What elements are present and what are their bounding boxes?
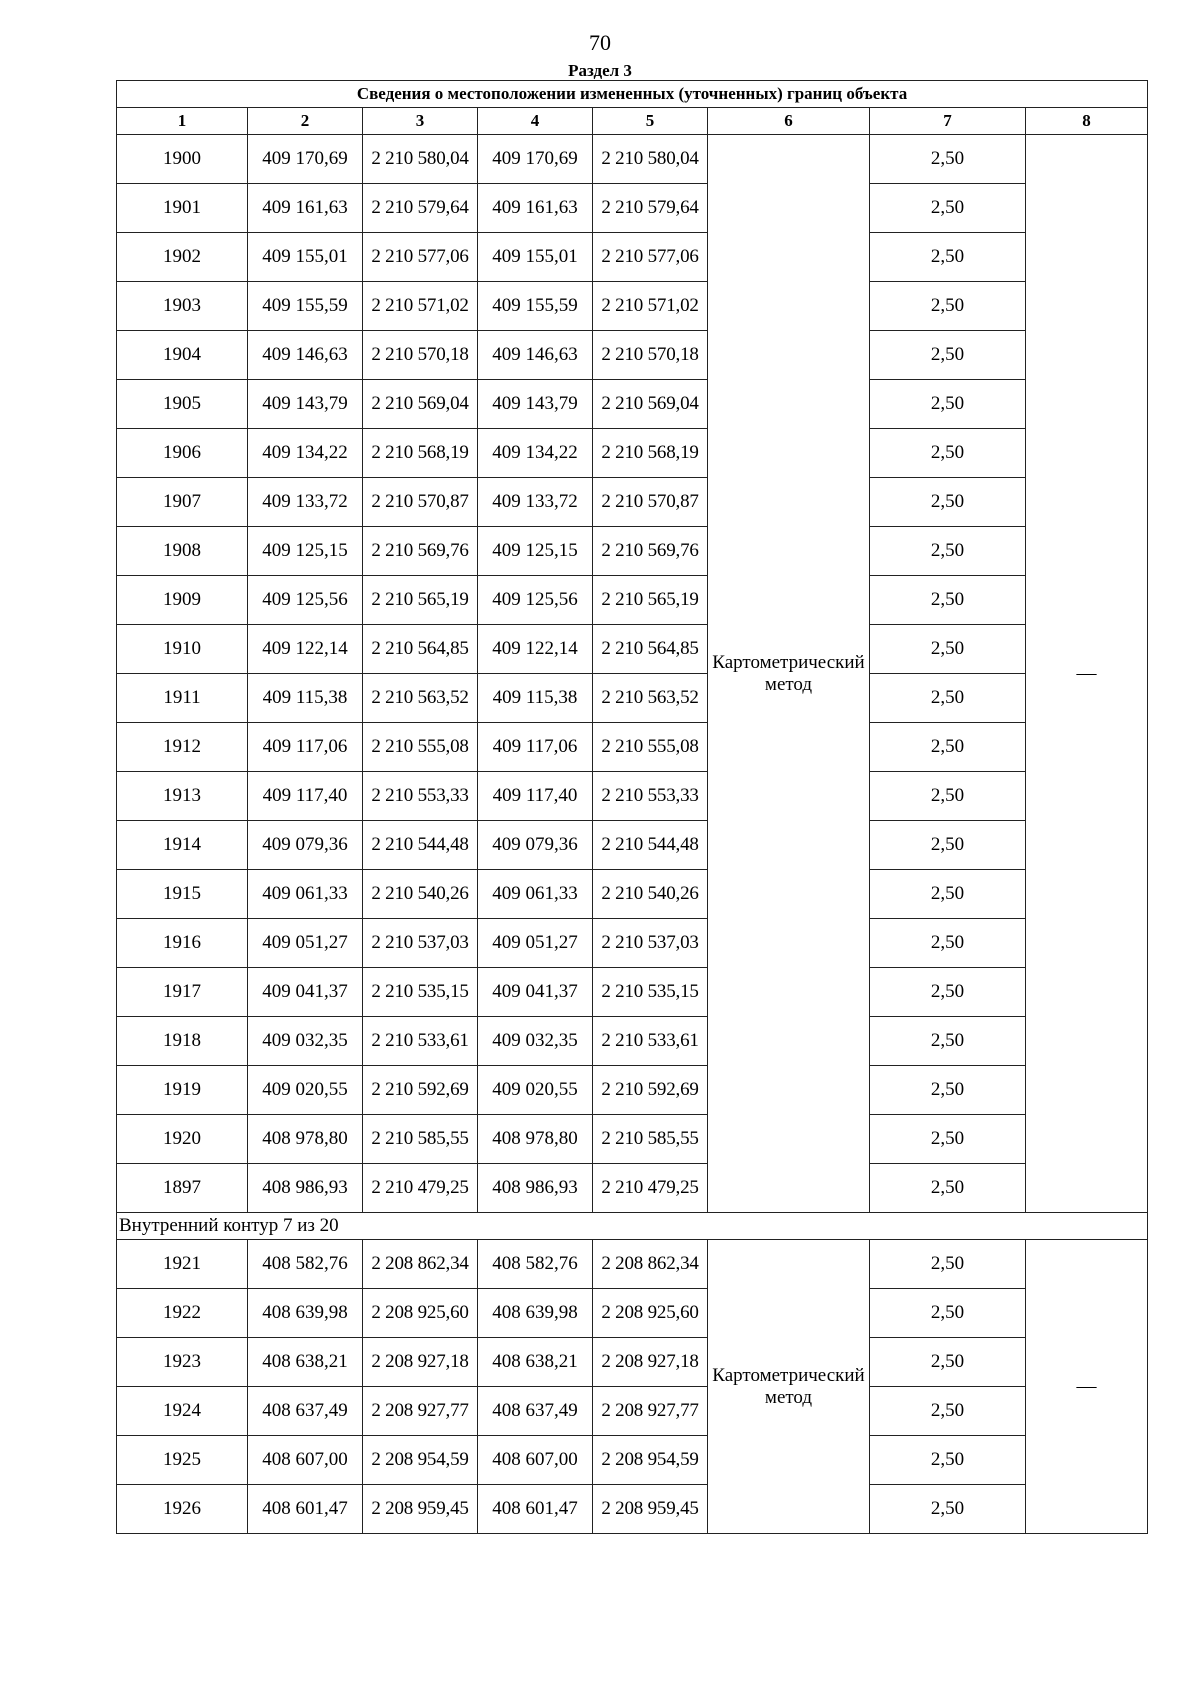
y-old-cell: 2 210 585,55: [363, 1115, 478, 1164]
precision-cell: 2,50: [870, 576, 1026, 625]
x-new-cell: 409 020,55: [478, 1066, 593, 1115]
point-number-cell: 1920: [117, 1115, 248, 1164]
x-new-cell: 409 079,36: [478, 821, 593, 870]
point-number-cell: 1924: [117, 1387, 248, 1436]
x-old-cell: 409 041,37: [248, 968, 363, 1017]
x-old-cell: 409 079,36: [248, 821, 363, 870]
point-number-cell: 1909: [117, 576, 248, 625]
x-old-cell: 409 155,59: [248, 282, 363, 331]
contour-label-row: [117, 1213, 1148, 1240]
table-row: [117, 1017, 1148, 1066]
point-number-cell: 1908: [117, 527, 248, 576]
page-number: 70: [589, 30, 611, 55]
method-cell: Картометрический метод: [708, 1240, 870, 1534]
x-new-cell: 409 122,14: [478, 625, 593, 674]
y-old-cell: 2 210 479,25: [363, 1164, 478, 1213]
x-new-cell: 409 143,79: [478, 380, 593, 429]
y-old-cell: 2 210 535,15: [363, 968, 478, 1017]
x-new-cell: 408 986,93: [478, 1164, 593, 1213]
method-cell: Картометрический метод: [708, 135, 870, 1213]
x-old-cell: 409 143,79: [248, 380, 363, 429]
x-old-cell: 408 607,00: [248, 1436, 363, 1485]
point-number-cell: 1906: [117, 429, 248, 478]
x-old-cell: 408 639,98: [248, 1289, 363, 1338]
boundary-table: [116, 80, 1148, 1534]
y-new-cell: 2 210 563,52: [593, 674, 708, 723]
table-row: [117, 870, 1148, 919]
precision-cell: 2,50: [870, 1436, 1026, 1485]
precision-cell: 2,50: [870, 233, 1026, 282]
y-old-cell: 2 210 571,02: [363, 282, 478, 331]
x-old-cell: 409 117,40: [248, 772, 363, 821]
x-new-cell: 409 032,35: [478, 1017, 593, 1066]
table-row: [117, 1289, 1148, 1338]
x-new-cell: 408 607,00: [478, 1436, 593, 1485]
table-row: [117, 1240, 1148, 1289]
x-new-cell: 409 115,38: [478, 674, 593, 723]
x-old-cell: 409 122,14: [248, 625, 363, 674]
precision-cell: 2,50: [870, 968, 1026, 1017]
column-number-3: 3: [363, 108, 478, 135]
point-number-cell: 1907: [117, 478, 248, 527]
y-new-cell: 2 210 570,87: [593, 478, 708, 527]
precision-cell: 2,50: [870, 1240, 1026, 1289]
x-new-cell: 408 601,47: [478, 1485, 593, 1534]
y-new-cell: 2 208 959,45: [593, 1485, 708, 1534]
y-new-cell: 2 210 553,33: [593, 772, 708, 821]
y-old-cell: 2 210 592,69: [363, 1066, 478, 1115]
section-title: Раздел 3: [568, 61, 632, 80]
y-old-cell: 2 210 580,04: [363, 135, 478, 184]
y-new-cell: 2 210 585,55: [593, 1115, 708, 1164]
table-row: [117, 772, 1148, 821]
y-new-cell: 2 210 533,61: [593, 1017, 708, 1066]
precision-cell: 2,50: [870, 772, 1026, 821]
column-number-5: 5: [593, 108, 708, 135]
y-old-cell: 2 210 564,85: [363, 625, 478, 674]
point-number-cell: 1901: [117, 184, 248, 233]
y-old-cell: 2 208 927,77: [363, 1387, 478, 1436]
y-new-cell: 2 210 569,04: [593, 380, 708, 429]
x-new-cell: 409 161,63: [478, 184, 593, 233]
x-new-cell: 408 582,76: [478, 1240, 593, 1289]
x-new-cell: 409 146,63: [478, 331, 593, 380]
y-new-cell: 2 210 571,02: [593, 282, 708, 331]
point-number-cell: 1914: [117, 821, 248, 870]
precision-cell: 2,50: [870, 331, 1026, 380]
table-row: [117, 380, 1148, 429]
column-number-8: 8: [1026, 108, 1148, 135]
x-new-cell: 408 639,98: [478, 1289, 593, 1338]
x-old-cell: 408 637,49: [248, 1387, 363, 1436]
y-old-cell: 2 210 579,64: [363, 184, 478, 233]
table-row: [117, 968, 1148, 1017]
x-new-cell: 409 155,59: [478, 282, 593, 331]
y-old-cell: 2 210 577,06: [363, 233, 478, 282]
x-new-cell: 409 170,69: [478, 135, 593, 184]
column-number-2: 2: [248, 108, 363, 135]
table-row: [117, 576, 1148, 625]
y-old-cell: 2 210 544,48: [363, 821, 478, 870]
precision-cell: 2,50: [870, 1387, 1026, 1436]
y-old-cell: 2 210 570,18: [363, 331, 478, 380]
table-row: [117, 919, 1148, 968]
x-old-cell: 409 115,38: [248, 674, 363, 723]
point-number-cell: 1915: [117, 870, 248, 919]
y-old-cell: 2 210 570,87: [363, 478, 478, 527]
table-row: [117, 1485, 1148, 1534]
y-new-cell: 2 210 537,03: [593, 919, 708, 968]
x-new-cell: 409 117,40: [478, 772, 593, 821]
y-old-cell: 2 210 540,26: [363, 870, 478, 919]
precision-cell: 2,50: [870, 870, 1026, 919]
x-old-cell: 409 170,69: [248, 135, 363, 184]
contour-label: Внутренний контур 7 из 20: [117, 1213, 1148, 1240]
y-new-cell: 2 208 927,77: [593, 1387, 708, 1436]
y-new-cell: 2 208 927,18: [593, 1338, 708, 1387]
x-new-cell: 409 155,01: [478, 233, 593, 282]
x-old-cell: 409 133,72: [248, 478, 363, 527]
point-number-cell: 1905: [117, 380, 248, 429]
table-row: [117, 1164, 1148, 1213]
table-row: [117, 429, 1148, 478]
point-number-cell: 1918: [117, 1017, 248, 1066]
note-cell: —: [1026, 135, 1148, 1213]
x-new-cell: 408 638,21: [478, 1338, 593, 1387]
table-row: [117, 1338, 1148, 1387]
y-old-cell: 2 210 563,52: [363, 674, 478, 723]
y-new-cell: 2 210 569,76: [593, 527, 708, 576]
table-row: [117, 723, 1148, 772]
point-number-cell: 1917: [117, 968, 248, 1017]
precision-cell: 2,50: [870, 380, 1026, 429]
y-old-cell: 2 208 954,59: [363, 1436, 478, 1485]
precision-cell: 2,50: [870, 1017, 1026, 1066]
precision-cell: 2,50: [870, 1115, 1026, 1164]
point-number-cell: 1913: [117, 772, 248, 821]
y-new-cell: 2 210 565,19: [593, 576, 708, 625]
table-row: [117, 821, 1148, 870]
precision-cell: 2,50: [870, 625, 1026, 674]
y-new-cell: 2 210 544,48: [593, 821, 708, 870]
table-row: [117, 1066, 1148, 1115]
y-new-cell: 2 210 479,25: [593, 1164, 708, 1213]
y-old-cell: 2 210 568,19: [363, 429, 478, 478]
point-number-cell: 1900: [117, 135, 248, 184]
x-old-cell: 409 146,63: [248, 331, 363, 380]
y-new-cell: 2 210 577,06: [593, 233, 708, 282]
column-number-row: [117, 108, 1148, 135]
x-old-cell: 408 582,76: [248, 1240, 363, 1289]
x-old-cell: 409 061,33: [248, 870, 363, 919]
y-new-cell: 2 208 862,34: [593, 1240, 708, 1289]
point-number-cell: 1912: [117, 723, 248, 772]
y-old-cell: 2 208 925,60: [363, 1289, 478, 1338]
x-new-cell: 409 125,56: [478, 576, 593, 625]
x-new-cell: 409 041,37: [478, 968, 593, 1017]
precision-cell: 2,50: [870, 135, 1026, 184]
point-number-cell: 1904: [117, 331, 248, 380]
note-cell: —: [1026, 1240, 1148, 1534]
x-new-cell: 409 125,15: [478, 527, 593, 576]
precision-cell: 2,50: [870, 1164, 1026, 1213]
table-row: [117, 1115, 1148, 1164]
y-new-cell: 2 210 570,18: [593, 331, 708, 380]
x-old-cell: 408 978,80: [248, 1115, 363, 1164]
table-row: [117, 527, 1148, 576]
column-number-1: 1: [117, 108, 248, 135]
y-old-cell: 2 210 569,76: [363, 527, 478, 576]
table-row: [117, 233, 1148, 282]
x-old-cell: 409 155,01: [248, 233, 363, 282]
x-old-cell: 409 020,55: [248, 1066, 363, 1115]
x-new-cell: 408 637,49: [478, 1387, 593, 1436]
x-old-cell: 409 032,35: [248, 1017, 363, 1066]
y-new-cell: 2 208 925,60: [593, 1289, 708, 1338]
column-number-7: 7: [870, 108, 1026, 135]
x-new-cell: 409 133,72: [478, 478, 593, 527]
precision-cell: 2,50: [870, 1338, 1026, 1387]
point-number-cell: 1897: [117, 1164, 248, 1213]
point-number-cell: 1911: [117, 674, 248, 723]
table-row: [117, 1436, 1148, 1485]
x-old-cell: 409 161,63: [248, 184, 363, 233]
table-caption: Сведения о местоположении измененных (уточненных) границ объекта: [117, 81, 1148, 108]
point-number-cell: 1903: [117, 282, 248, 331]
y-new-cell: 2 210 579,64: [593, 184, 708, 233]
x-new-cell: 409 051,27: [478, 919, 593, 968]
table-row: [117, 1387, 1148, 1436]
table-row: [117, 674, 1148, 723]
x-new-cell: 408 978,80: [478, 1115, 593, 1164]
point-number-cell: 1922: [117, 1289, 248, 1338]
table-row: [117, 478, 1148, 527]
y-old-cell: 2 210 553,33: [363, 772, 478, 821]
y-old-cell: 2 210 533,61: [363, 1017, 478, 1066]
x-old-cell: 408 986,93: [248, 1164, 363, 1213]
precision-cell: 2,50: [870, 184, 1026, 233]
point-number-cell: 1925: [117, 1436, 248, 1485]
column-number-4: 4: [478, 108, 593, 135]
table-row: [117, 282, 1148, 331]
y-new-cell: 2 210 592,69: [593, 1066, 708, 1115]
point-number-cell: 1921: [117, 1240, 248, 1289]
point-number-cell: 1923: [117, 1338, 248, 1387]
precision-cell: 2,50: [870, 429, 1026, 478]
x-new-cell: 409 061,33: [478, 870, 593, 919]
column-number-6: 6: [708, 108, 870, 135]
x-old-cell: 409 125,56: [248, 576, 363, 625]
point-number-cell: 1902: [117, 233, 248, 282]
precision-cell: 2,50: [870, 674, 1026, 723]
point-number-cell: 1916: [117, 919, 248, 968]
precision-cell: 2,50: [870, 1485, 1026, 1534]
y-old-cell: 2 210 565,19: [363, 576, 478, 625]
x-old-cell: 408 601,47: [248, 1485, 363, 1534]
table-body: [117, 135, 1148, 1534]
precision-cell: 2,50: [870, 723, 1026, 772]
x-old-cell: 409 117,06: [248, 723, 363, 772]
point-number-cell: 1919: [117, 1066, 248, 1115]
y-old-cell: 2 210 537,03: [363, 919, 478, 968]
precision-cell: 2,50: [870, 821, 1026, 870]
y-new-cell: 2 208 954,59: [593, 1436, 708, 1485]
point-number-cell: 1926: [117, 1485, 248, 1534]
y-new-cell: 2 210 555,08: [593, 723, 708, 772]
precision-cell: 2,50: [870, 919, 1026, 968]
y-old-cell: 2 210 555,08: [363, 723, 478, 772]
y-new-cell: 2 210 540,26: [593, 870, 708, 919]
y-new-cell: 2 210 564,85: [593, 625, 708, 674]
y-old-cell: 2 208 927,18: [363, 1338, 478, 1387]
x-new-cell: 409 117,06: [478, 723, 593, 772]
y-old-cell: 2 208 862,34: [363, 1240, 478, 1289]
table-row: [117, 184, 1148, 233]
x-old-cell: 409 051,27: [248, 919, 363, 968]
table-row: [117, 625, 1148, 674]
precision-cell: 2,50: [870, 282, 1026, 331]
precision-cell: 2,50: [870, 1066, 1026, 1115]
precision-cell: 2,50: [870, 478, 1026, 527]
table-row: [117, 331, 1148, 380]
table-row: [117, 135, 1148, 184]
y-old-cell: 2 208 959,45: [363, 1485, 478, 1534]
x-old-cell: 409 125,15: [248, 527, 363, 576]
y-new-cell: 2 210 580,04: [593, 135, 708, 184]
precision-cell: 2,50: [870, 1289, 1026, 1338]
point-number-cell: 1910: [117, 625, 248, 674]
y-old-cell: 2 210 569,04: [363, 380, 478, 429]
x-old-cell: 409 134,22: [248, 429, 363, 478]
precision-cell: 2,50: [870, 527, 1026, 576]
x-old-cell: 408 638,21: [248, 1338, 363, 1387]
y-new-cell: 2 210 535,15: [593, 968, 708, 1017]
y-new-cell: 2 210 568,19: [593, 429, 708, 478]
x-new-cell: 409 134,22: [478, 429, 593, 478]
